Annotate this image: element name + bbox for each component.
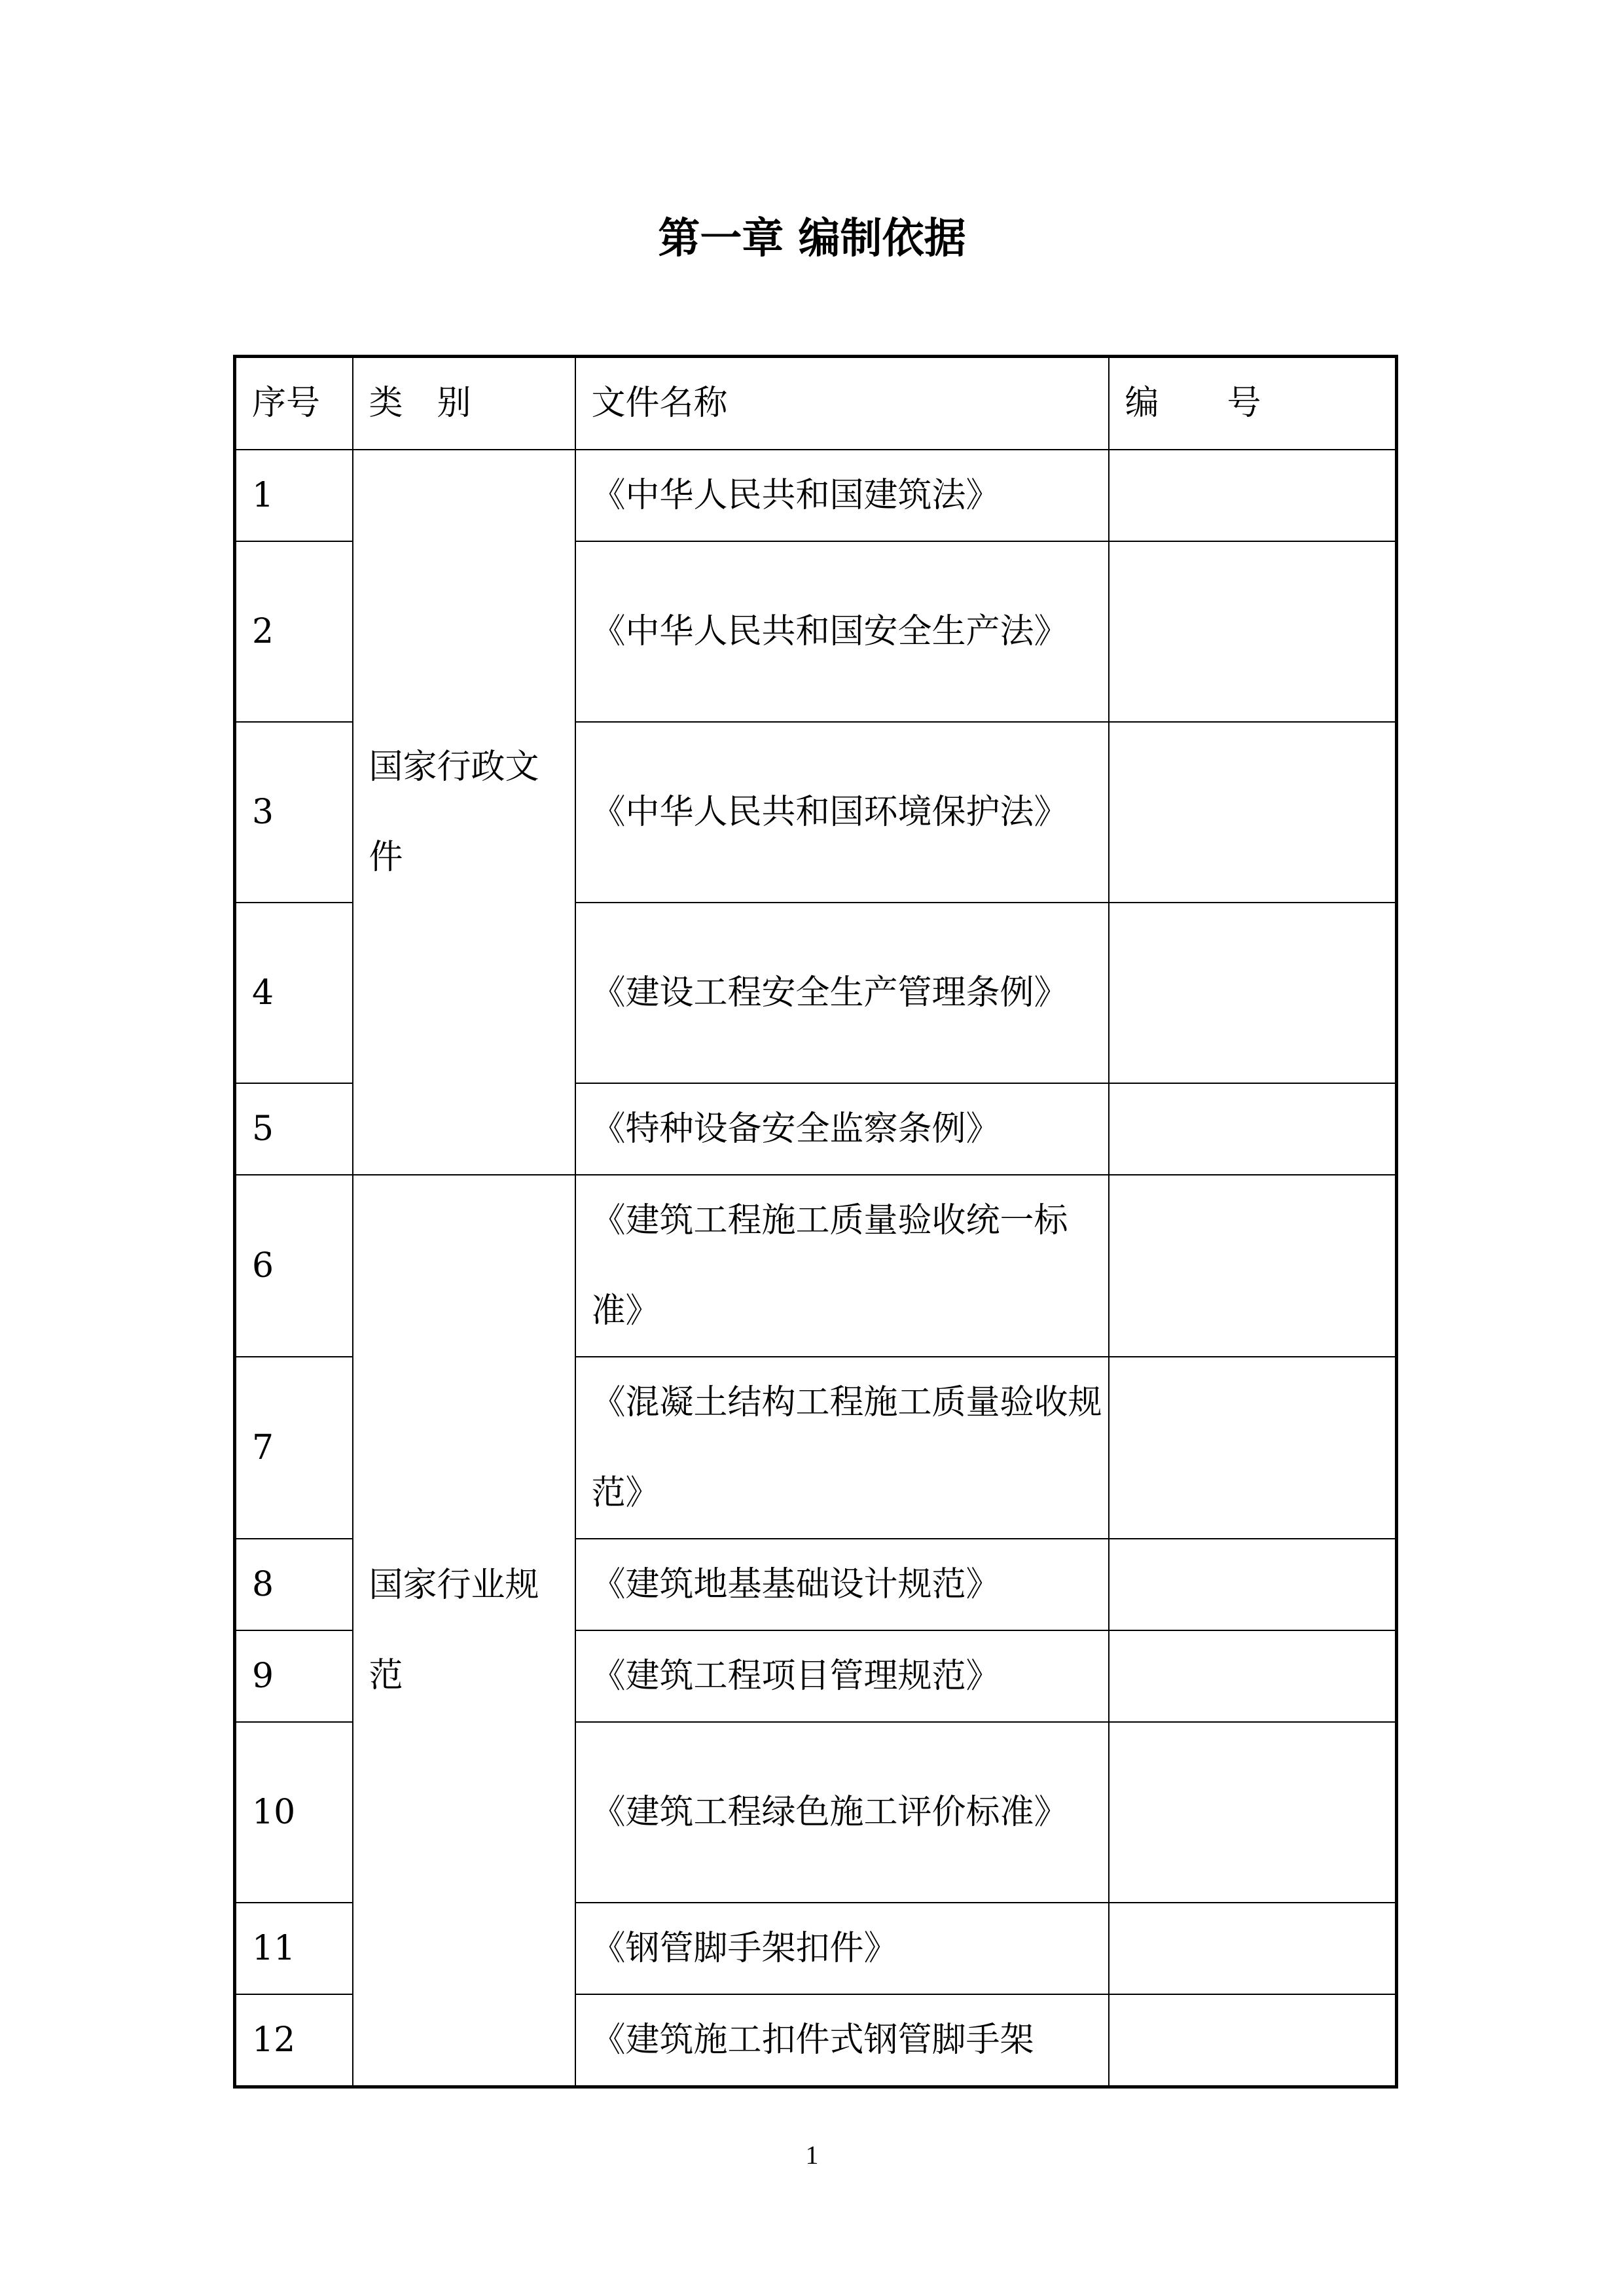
- document-code: [1109, 541, 1397, 722]
- header-code: 编 号: [1109, 357, 1397, 450]
- category-cell: [353, 1175, 575, 2087]
- row-index: 3: [235, 722, 353, 903]
- table-row: [235, 450, 1397, 541]
- document-name: 《建筑工程项目管理规范》: [575, 1630, 1109, 1722]
- row-index: 7: [235, 1357, 353, 1539]
- document-name: 《建筑工程施工质量验收统一标准》: [575, 1175, 1109, 1357]
- document-name: 《特种设备安全监察条例》: [575, 1083, 1109, 1175]
- basis-table: [233, 355, 1398, 2089]
- row-index: 1: [235, 450, 353, 541]
- document-code: [1109, 1539, 1397, 1630]
- document-code: [1109, 1630, 1397, 1722]
- row-index: 2: [235, 541, 353, 722]
- row-index: 10: [235, 1722, 353, 1903]
- category-label: 国家行业规范: [369, 1565, 539, 1695]
- table-row: [235, 1175, 1397, 1357]
- document-name: 《建设工程安全生产管理条例》: [575, 903, 1109, 1083]
- document-name: 《中华人民共和国安全生产法》: [575, 541, 1109, 722]
- document-code: [1109, 1083, 1397, 1175]
- category-label: 国家行政文件: [369, 747, 539, 877]
- header-index: 序号: [235, 357, 353, 450]
- document-name: 《建筑地基基础设计规范》: [575, 1539, 1109, 1630]
- header-name: 文件名称: [575, 357, 1109, 450]
- row-index: 11: [235, 1903, 353, 1994]
- row-index: 8: [235, 1539, 353, 1630]
- row-index: 4: [235, 903, 353, 1083]
- document-code: [1109, 903, 1397, 1083]
- document-code: [1109, 1903, 1397, 1994]
- document-name: 《混凝土结构工程施工质量验收规范》: [575, 1357, 1109, 1539]
- document-code: [1109, 1994, 1397, 2087]
- document-name: 《建筑施工扣件式钢管脚手架: [575, 1994, 1109, 2087]
- header-category: 类 别: [353, 357, 575, 450]
- document-name: 《建筑工程绿色施工评价标准》: [575, 1722, 1109, 1903]
- document-code: [1109, 722, 1397, 903]
- category-cell: [353, 450, 575, 1175]
- document-code: [1109, 1175, 1397, 1357]
- row-index: 6: [235, 1175, 353, 1357]
- page-number: 1: [805, 2140, 819, 2170]
- page-title: 第一章 编制依据: [658, 215, 966, 263]
- row-index: 5: [235, 1083, 353, 1175]
- document-name: 《钢管脚手架扣件》: [575, 1903, 1109, 1994]
- row-index: 12: [235, 1994, 353, 2087]
- row-index: 9: [235, 1630, 353, 1722]
- document-code: [1109, 1722, 1397, 1903]
- document-name: 《中华人民共和国环境保护法》: [575, 722, 1109, 903]
- table-header-row: [235, 357, 1397, 450]
- document-code: [1109, 450, 1397, 541]
- document-code: [1109, 1357, 1397, 1539]
- document-name: 《中华人民共和国建筑法》: [575, 450, 1109, 541]
